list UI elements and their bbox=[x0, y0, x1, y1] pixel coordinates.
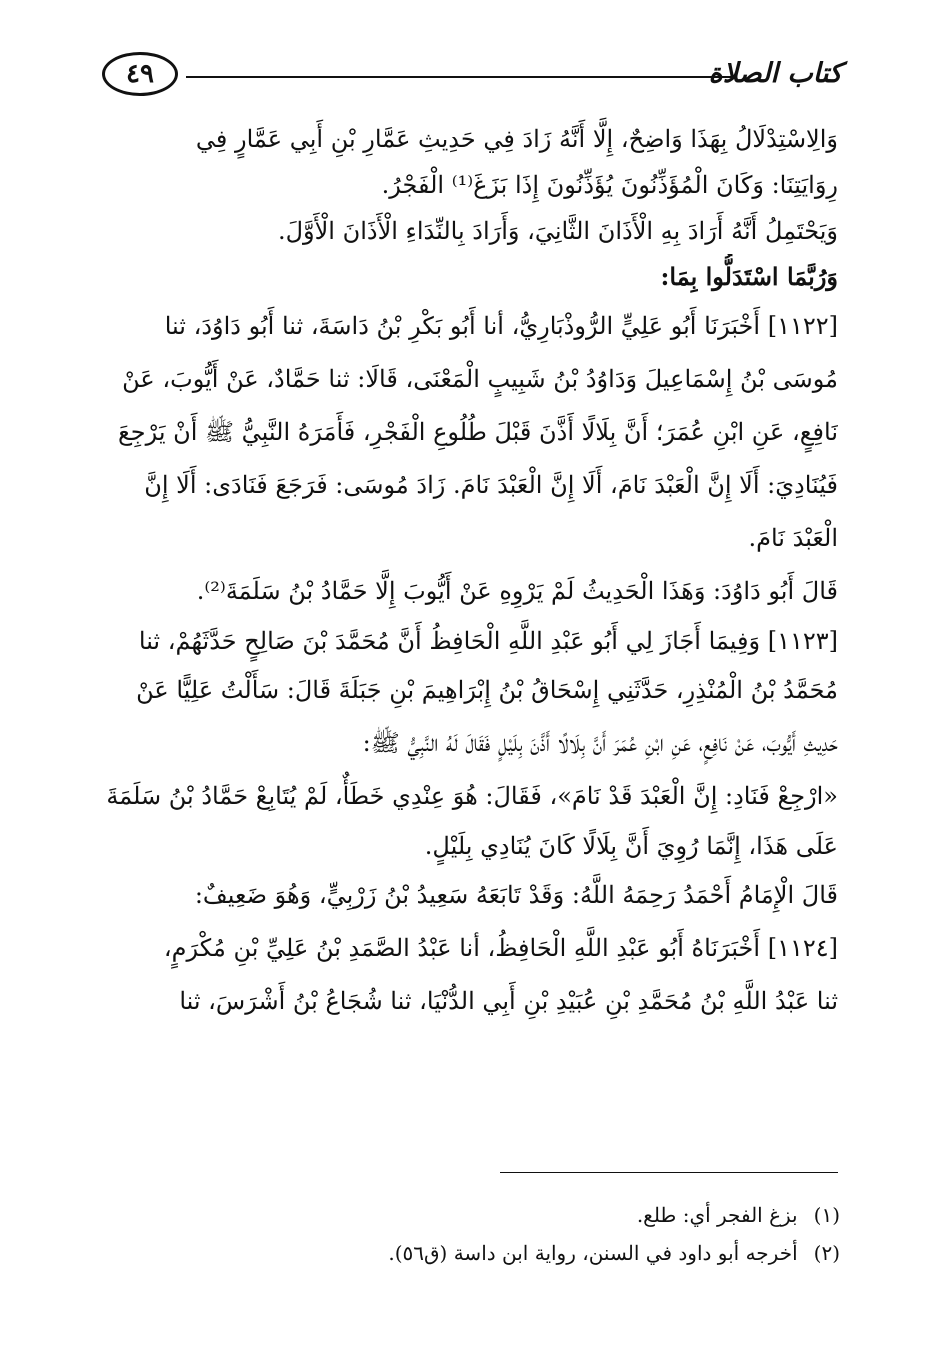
text-line: [١١٢٢] أَخْبَرَنَا أَبُو عَلِيٍّ الرُّوذْبَارِيُّ، أنا أَبُو بَكْرِ بْنُ دَاسَةَ، ثنا أَبُو دَاوُدَ، ثنا bbox=[164, 312, 838, 340]
text-line: مُوسَى بْنُ إِسْمَاعِيلَ وَدَاوُدُ بْنُ شَبِيبٍ الْمَعْنَى، قَالَا: ثنا حَمَّادٌ، عَنْ أَيُّوبَ، عَنْ bbox=[122, 365, 838, 393]
footnote-text: أخرجه أبو داود في السنن، رواية ابن داسة (ق٥٦). bbox=[388, 1241, 798, 1265]
footnote-separator bbox=[500, 1172, 838, 1173]
text-line: قَالَ الْإِمَامُ أَحْمَدُ رَحِمَهُ اللَّهُ: وَقَدْ تَابَعَهُ سَعِيدُ بْنُ زَرْبِيٍّ، وَهُوَ ضَعِيفٌ: bbox=[194, 881, 838, 909]
text-line: نَافِعٍ، عَنِ ابْنِ عُمَرَ؛ أَنَّ بِلَالًا أَذَّنَ قَبْلَ طُلُوعِ الْفَجْرِ، فَأَمَرَهُ النَّبِيُّ ﷺ أَنْ يَرْجِعَ bbox=[117, 418, 838, 446]
text-line: [١١٢٤] أَخْبَرَنَاهُ أَبُو عَبْدِ اللَّهِ الْحَافِظُ، أنا عَبْدُ الصَّمَدِ بْنُ عَلِيِّ بْنِ مُكْرَمٍ، bbox=[163, 934, 838, 962]
text-line: وَيَحْتَمِلُ أَنَّهُ أَرَادَ بِهِ الْأَذَانَ الثَّانِيَ، وَأَرَادَ بِالنِّدَاءِ الْأَذَانَ الْأَوَّلَ. bbox=[277, 217, 838, 245]
text-line: عَلَى هَذَا، إِنَّمَا رُوِيَ أَنَّ بِلَالًا كَانَ يُنَادِي بِلَيْلٍ. bbox=[424, 832, 838, 860]
text-line: وَالِاسْتِدْلَالُ بِهَذَا وَاضِحٌ، إِلَّا أَنَّهُ زَادَ فِي حَدِيثِ عَمَّارِ بْنِ أَبِي عَمَّارٍ فِي bbox=[195, 125, 838, 153]
footnote-text: بزغ الفجر أي: طلع. bbox=[636, 1203, 798, 1227]
header-rule bbox=[186, 76, 732, 78]
page-number-badge bbox=[102, 52, 178, 96]
text-line: فَيُنَادِيَ: أَلَا إِنَّ الْعَبْدَ نَامَ، أَلَا إِنَّ الْعَبْدَ نَامَ. زَادَ مُوسَى: فَرَجَعَ فَنَادَى: أَلَا إِنَّ bbox=[144, 471, 838, 499]
text-line: حَدِيثِ أَيُّوبَ، عَنْ نَافِعٍ، عَنِ ابْنِ عُمَرَ أَنَّ بِلَالًا أَذَّنَ بِلَيْلٍ فَقَالَ لَهُ النَّبِيُّ ﷺ: bbox=[362, 729, 838, 757]
text-line: مُحَمَّدُ بْنُ الْمُنْذِرِ، حَدَّثَنِي إِسْحَاقُ بْنُ إِبْرَاهِيمَ بْنِ جَبَلَةَ قَالَ: سَأَلْتُ عَلِيًّا عَنْ bbox=[136, 676, 838, 704]
book-title: كتاب الصلاة bbox=[708, 58, 842, 89]
text-line: قَالَ أَبُو دَاوُدَ: وَهَذَا الْحَدِيثُ لَمْ يَرْوِهِ عَنْ أَيُّوبَ إِلَّا حَمَّادُ بْنُ سَلَمَةَ⁽²⁾. bbox=[196, 577, 838, 605]
text-line: «ارْجِعْ فَنَادِ: إِنَّ الْعَبْدَ قَدْ نَامَ»، فَقَالَ: هُوَ عِنْدِي خَطَأٌ، لَمْ يُتَابِعْ حَمَّادُ بْنُ سَلَمَةَ bbox=[106, 782, 838, 810]
footnotes bbox=[300, 1196, 840, 1272]
footnote-number: (١) bbox=[813, 1203, 840, 1227]
text-line: ثنا عَبْدُ اللَّهِ بْنُ مُحَمَّدِ بْنِ عُبَيْدِ بْنِ أَبِي الدُّنْيَا، ثنا شُجَاعُ بْنُ أَشْرَسَ، ثنا bbox=[179, 987, 838, 1015]
main-text bbox=[98, 116, 838, 1028]
footnote-number: (٢) bbox=[813, 1241, 840, 1265]
text-line: [١١٢٣] وَفِيمَا أَجَازَ لِي أَبُو عَبْدِ اللَّهِ الْحَافِظُ أَنَّ مُحَمَّدَ بْنَ صَالِحٍ حَدَّثَهُمْ، ثنا bbox=[138, 627, 838, 655]
text-line: وَرُبَّمَا اسْتَدَلُّوا بِمَا: bbox=[660, 262, 838, 291]
page-header bbox=[102, 52, 842, 104]
text-line: الْعَبْدَ نَامَ. bbox=[748, 524, 838, 552]
page-number: ٤٩ bbox=[126, 59, 154, 89]
footnote bbox=[300, 1196, 840, 1234]
footnote bbox=[300, 1234, 840, 1272]
text-line: رِوَايَتِنَا: وَكَانَ الْمُؤَذِّنُونَ يُؤَذِّنُونَ إِذَا بَزَغَ⁽¹⁾ الْفَجْرُ. bbox=[381, 171, 838, 199]
